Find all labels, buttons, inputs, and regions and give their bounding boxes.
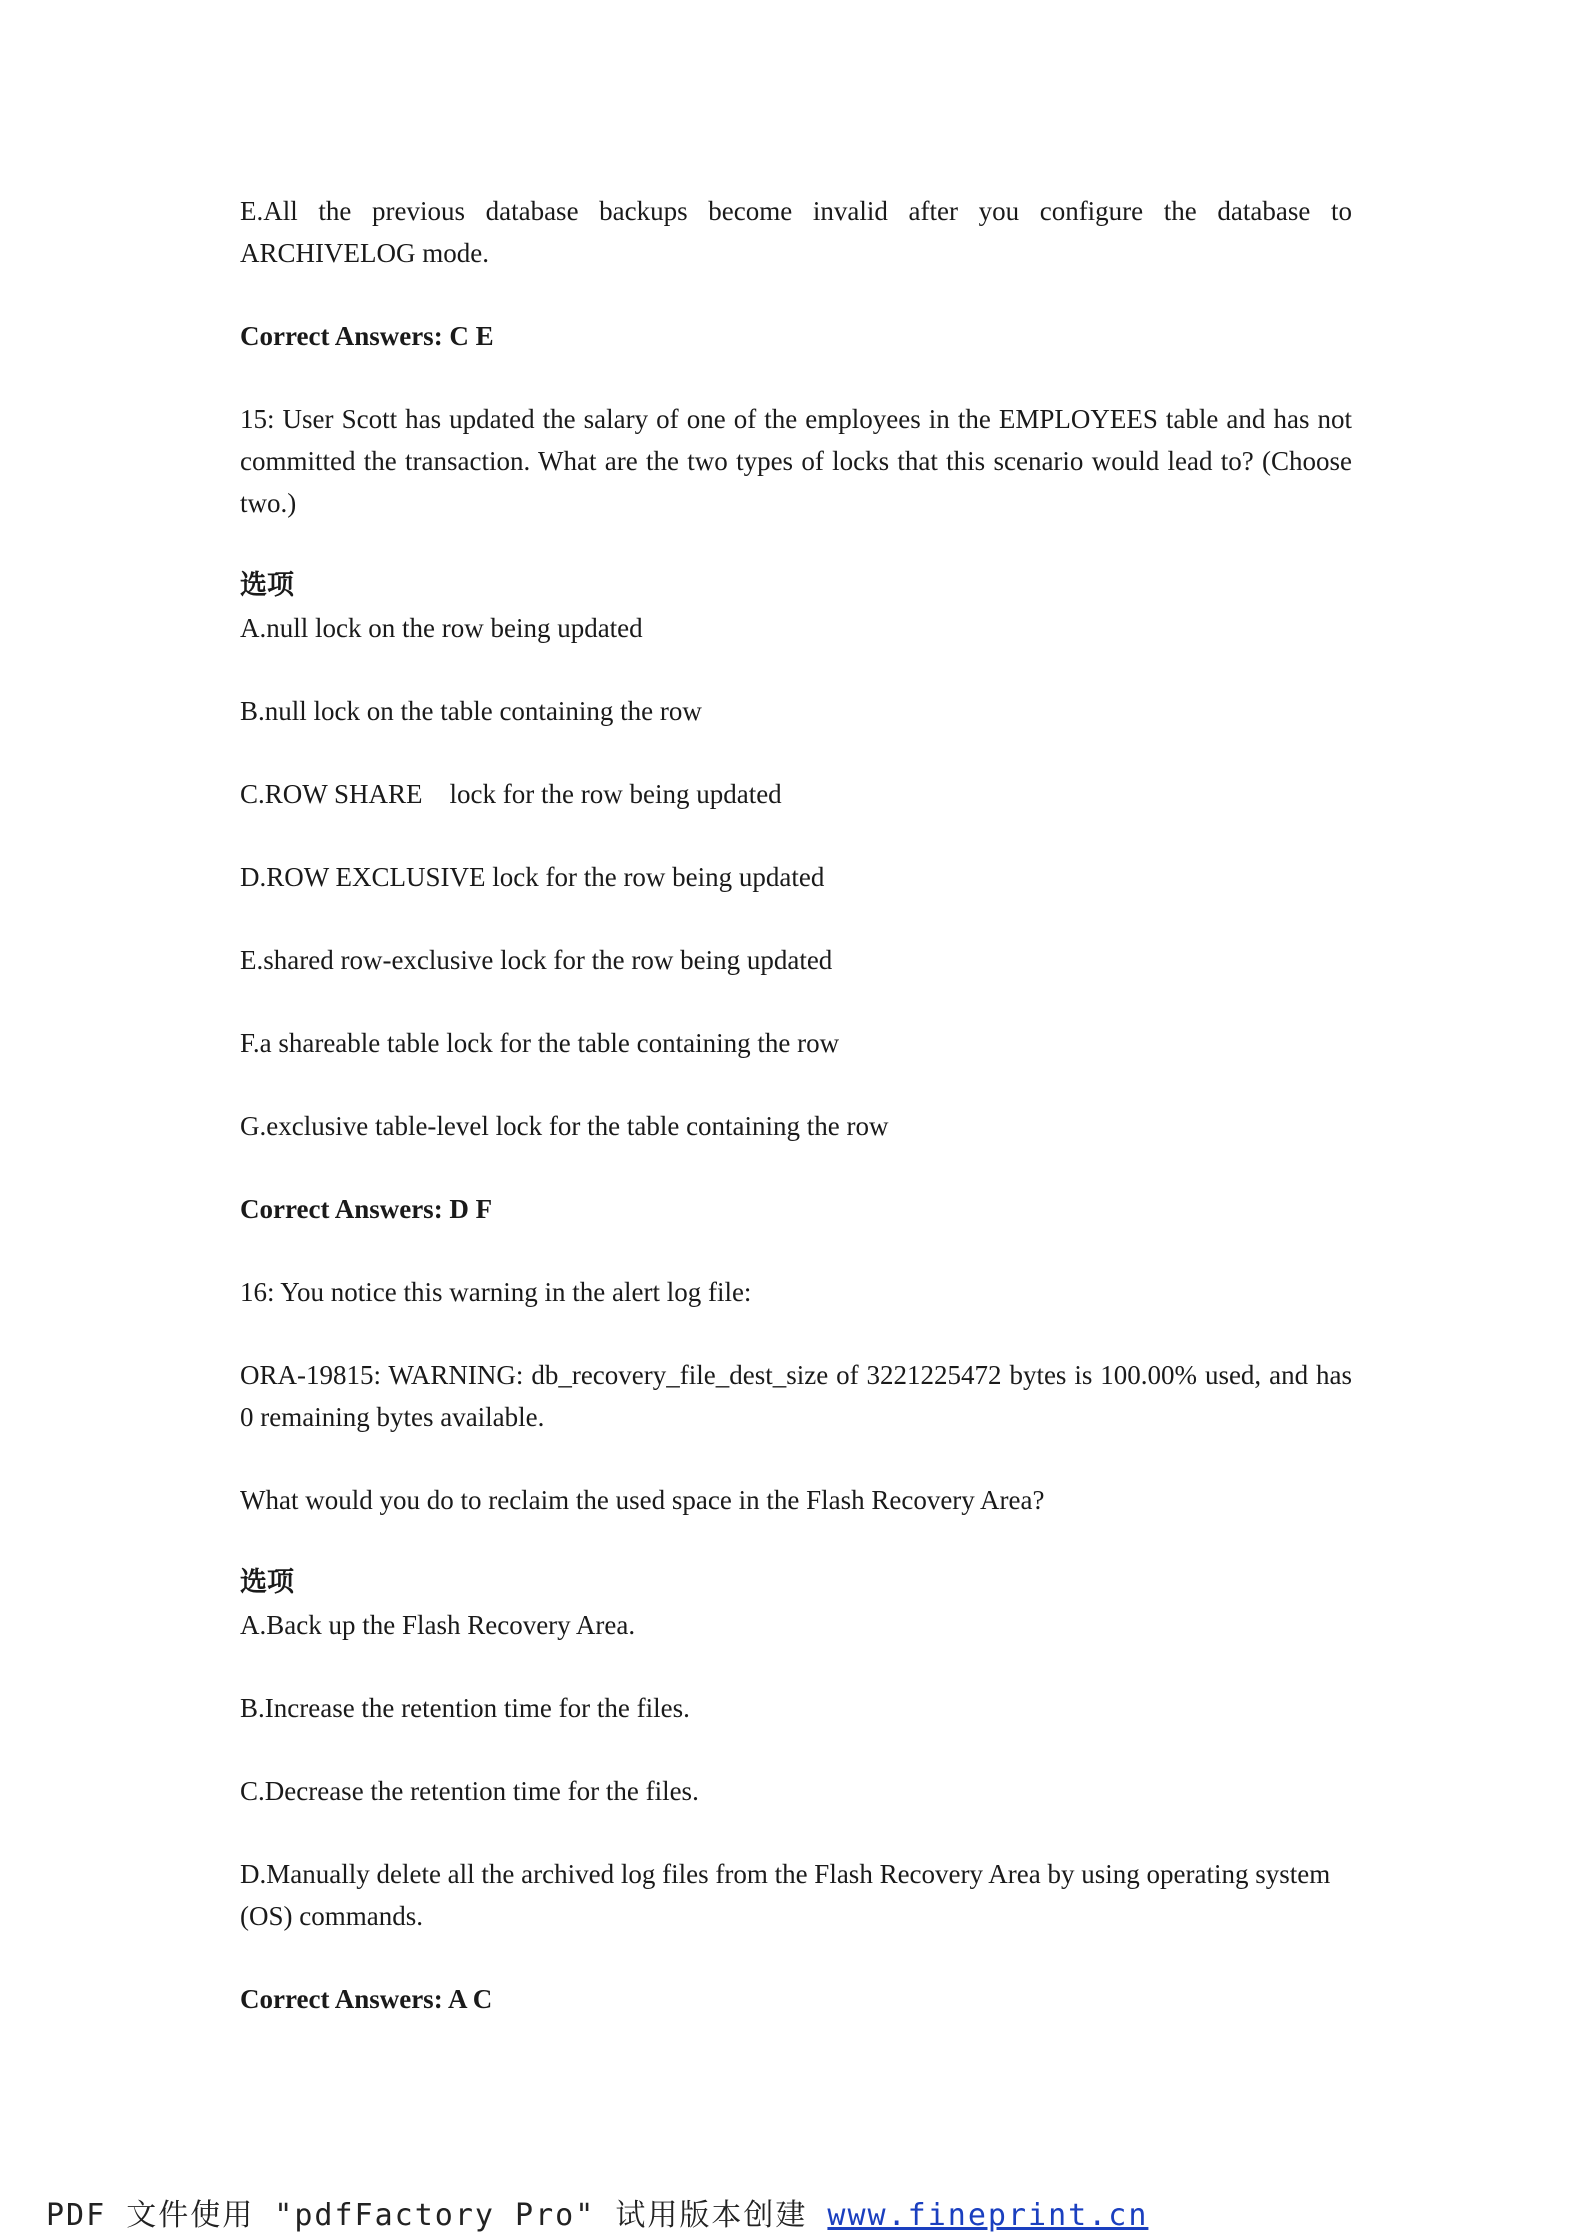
q16-warning: ORA-19815: WARNING: db_recovery_file_dest_size of 3221225472 bytes is 100.00% used, and has 0 remaining bytes available.: [240, 1360, 1352, 1432]
q15-options-heading: 选项: [240, 570, 294, 601]
q14-option-e: E.All the previous database backups become invalid after you configure the database to ARCHIVELOG mode.: [240, 196, 1352, 268]
q16-option-a: A.Back up the Flash Recovery Area.: [240, 1610, 636, 1640]
q16-question: 16: You notice this warning in the alert log file:: [240, 1277, 752, 1307]
q15-option-e: E.shared row-exclusive lock for the row being updated: [240, 945, 833, 975]
q15-question: 15: User Scott has updated the salary of one of the employees in the EMPLOYEES table and has not committed the transaction. What are the two types of locks that this scenario would lead to? (Choose two.): [240, 404, 1352, 518]
q15-option-a: A.null lock on the row being updated: [240, 613, 643, 643]
q16-option-c: C.Decrease the retention time for the files.: [240, 1776, 699, 1806]
pdf-footer: [46, 2190, 1148, 2234]
q15-option-g: G.exclusive table-level lock for the table containing the row: [240, 1111, 889, 1141]
q15-option-d: D.ROW EXCLUSIVE lock for the row being updated: [240, 862, 825, 892]
q15-correct-answers: Correct Answers: D F: [240, 1194, 493, 1224]
q16-prompt: What would you do to reclaim the used space in the Flash Recovery Area?: [240, 1485, 1045, 1515]
q16-option-d: D.Manually delete all the archived log files from the Flash Recovery Area by using operating system (OS) commands.: [240, 1859, 1331, 1931]
q15-option-f: F.a shareable table lock for the table containing the row: [240, 1028, 840, 1058]
document-page: [240, 190, 1352, 2061]
footer-link[interactable]: www.fineprint.cn: [827, 2198, 1149, 2233]
q14-correct-answers: Correct Answers: C E: [240, 321, 494, 351]
q15-option-c: C.ROW SHARE lock for the row being updated: [240, 779, 782, 809]
q15-option-b: B.null lock on the table containing the row: [240, 696, 702, 726]
footer-text: PDF 文件使用 "pdfFactory Pro" 试用版本创建: [46, 2198, 828, 2233]
q16-options-heading: 选项: [240, 1567, 294, 1598]
q16-option-b: B.Increase the retention time for the files.: [240, 1693, 690, 1723]
q16-correct-answers: Correct Answers: A C: [240, 1984, 493, 2014]
